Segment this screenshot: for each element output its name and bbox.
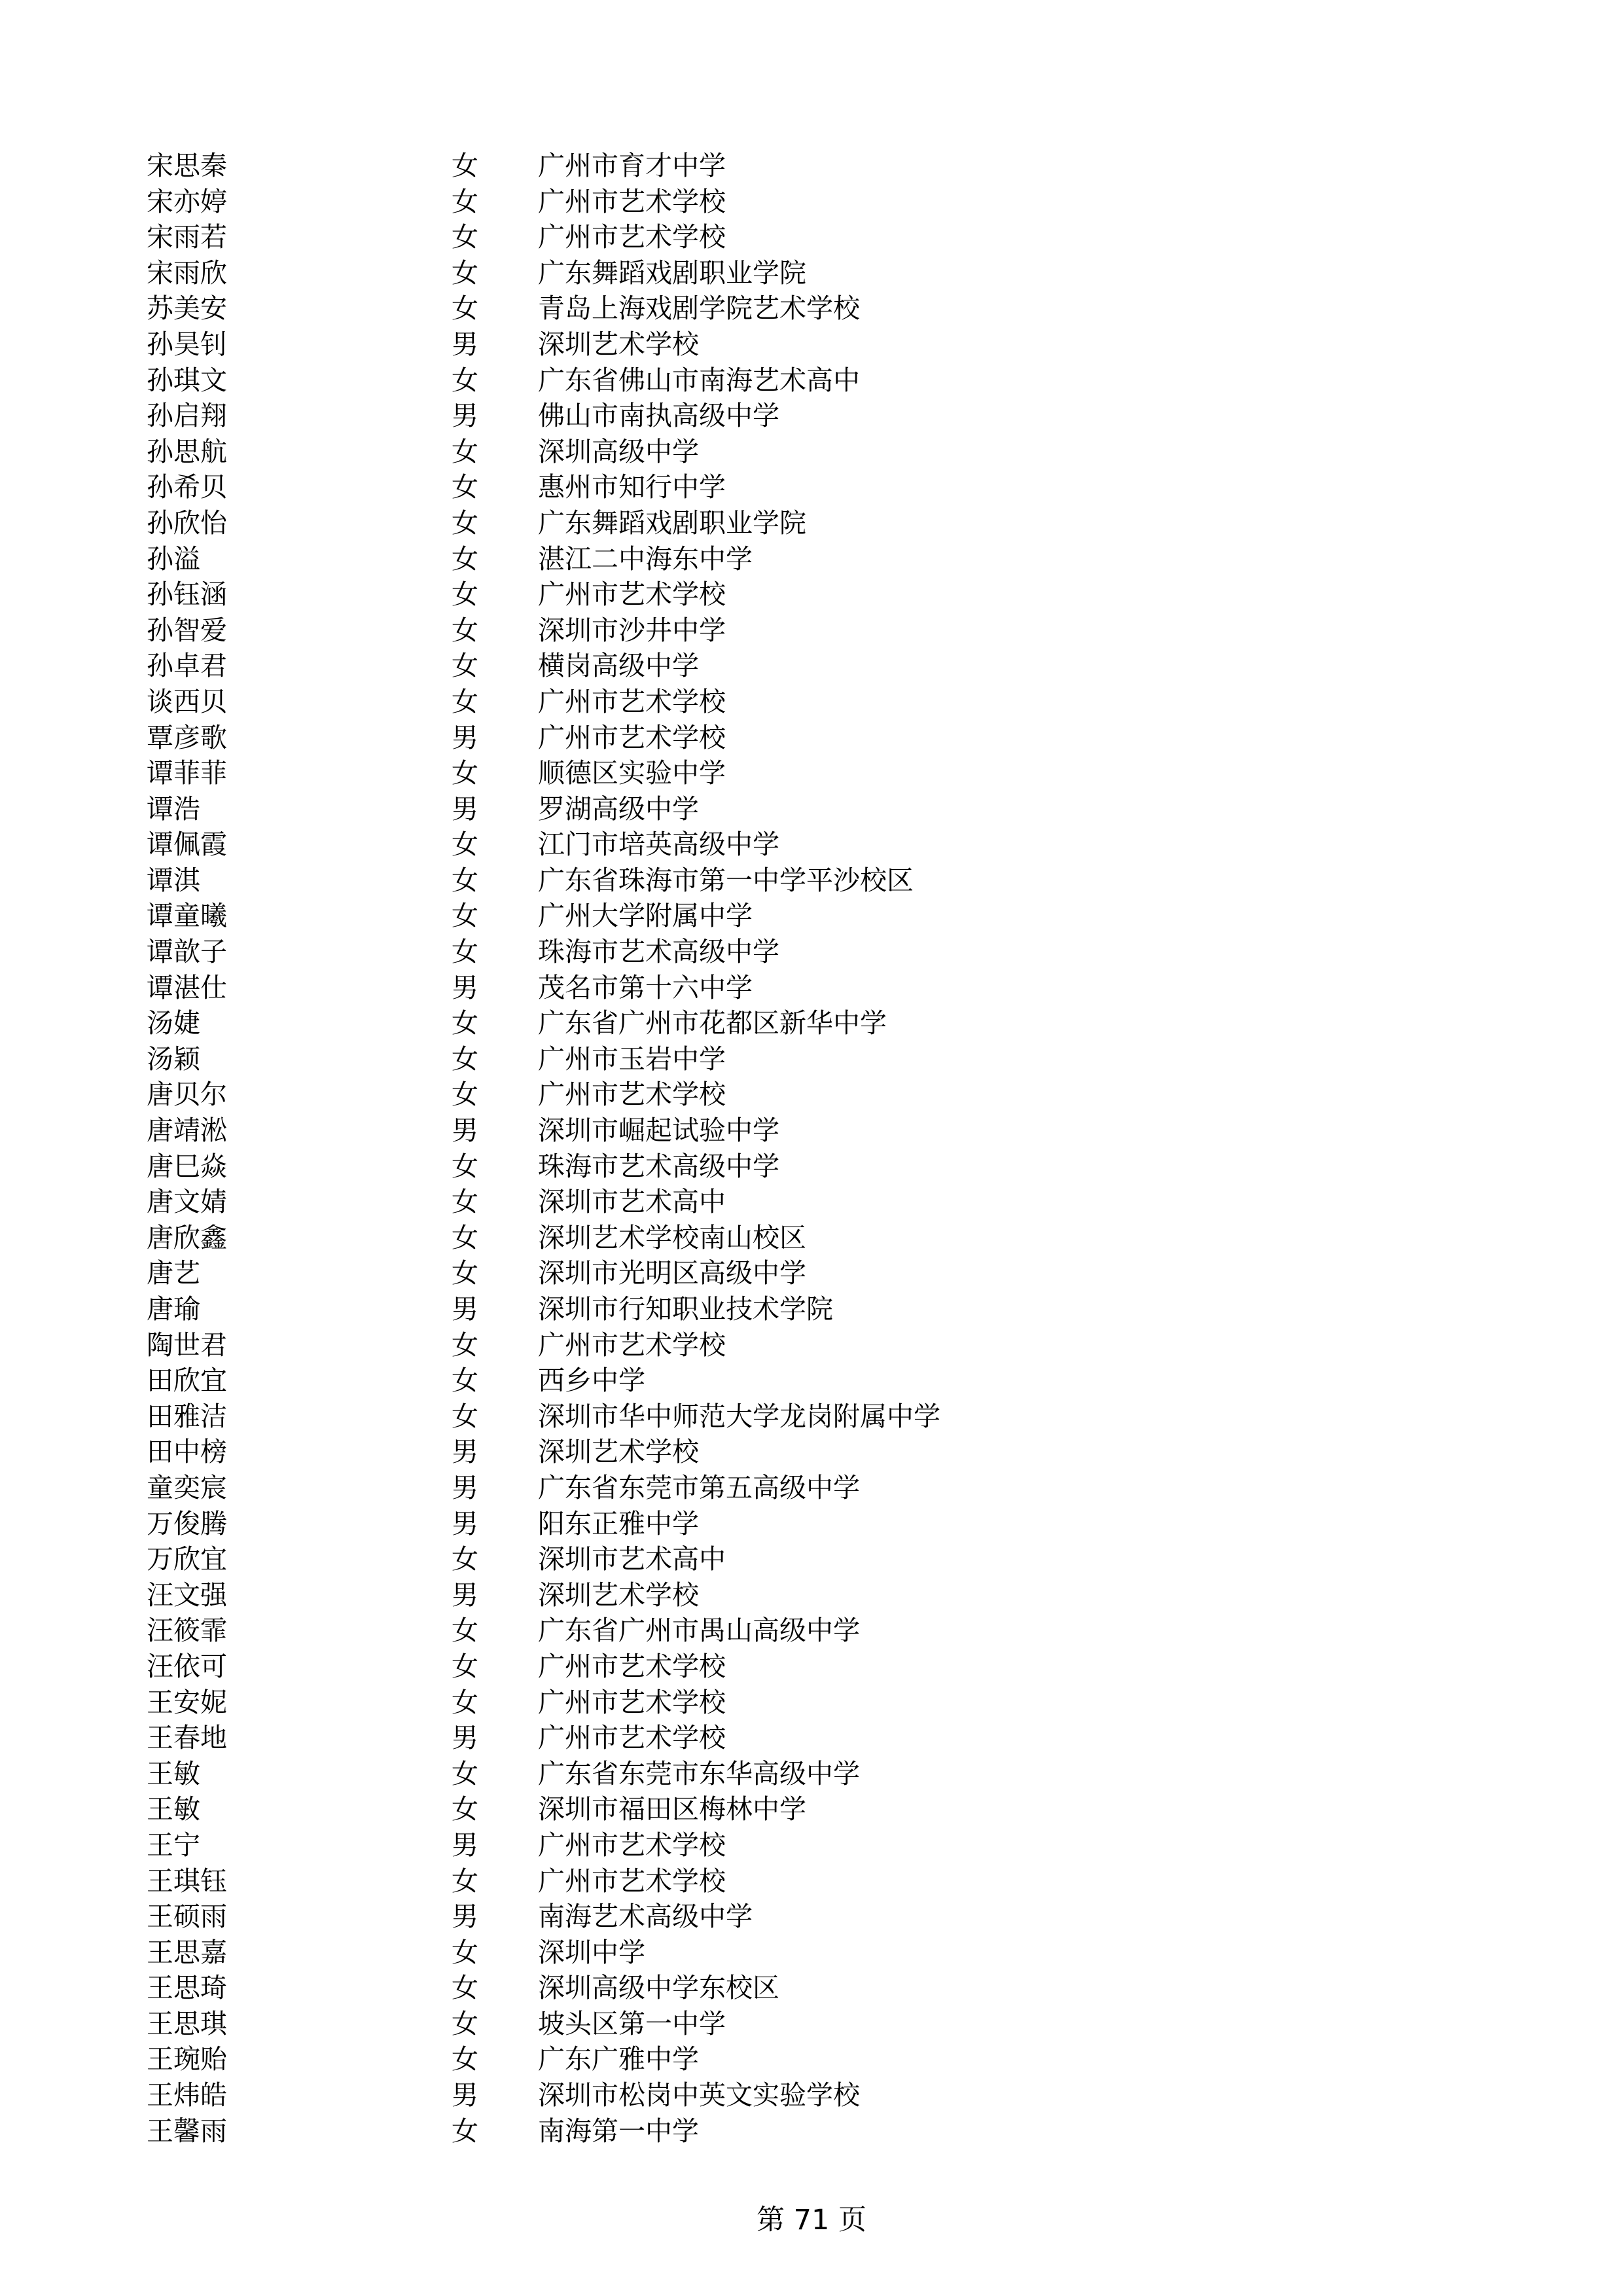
student-name: 王琪钰 <box>147 1865 227 1897</box>
student-school: 深圳市行知职业技术学院 <box>538 1293 833 1325</box>
student-gender: 女 <box>452 650 478 682</box>
student-name: 汪文强 <box>147 1579 227 1611</box>
student-name: 田中榜 <box>147 1436 227 1468</box>
student-school: 深圳市松岗中英文实验学校 <box>538 2079 860 2111</box>
table-row <box>0 1756 1623 1792</box>
student-gender: 女 <box>452 1365 478 1397</box>
table-row <box>0 398 1623 434</box>
student-name: 童奕宸 <box>147 1471 227 1503</box>
student-name: 王敏 <box>147 1757 200 1789</box>
table-row <box>0 291 1623 327</box>
student-name: 田雅洁 <box>147 1400 227 1432</box>
student-name: 王硕雨 <box>147 1901 227 1933</box>
table-row <box>0 1791 1623 1827</box>
student-gender: 男 <box>452 971 478 1003</box>
student-name: 宋亦婷 <box>147 185 227 217</box>
student-name: 王思琪 <box>147 2007 227 2039</box>
student-gender: 女 <box>452 1793 478 1825</box>
student-name: 王思琦 <box>147 1972 227 2004</box>
student-school: 深圳市光明区高级中学 <box>538 1257 806 1289</box>
student-gender: 男 <box>452 1829 478 1861</box>
student-gender: 男 <box>452 1579 478 1611</box>
student-school: 广州市玉岩中学 <box>538 1043 726 1075</box>
student-gender: 女 <box>452 757 478 789</box>
table-row <box>0 1149 1623 1185</box>
student-school: 广州市艺术学校 <box>538 1722 726 1754</box>
student-name: 田欣宜 <box>147 1365 227 1397</box>
student-name: 唐瑜 <box>147 1293 200 1325</box>
student-school: 广州市艺术学校 <box>538 579 726 611</box>
table-row <box>0 2113 1623 2149</box>
student-name: 孙钰涵 <box>147 579 227 611</box>
student-name: 万欣宜 <box>147 1543 227 1575</box>
student-school: 深圳市崛起试验中学 <box>538 1115 779 1147</box>
student-name: 王宁 <box>147 1829 200 1861</box>
student-school: 茂名市第十六中学 <box>538 971 753 1003</box>
table-row <box>0 1184 1623 1220</box>
table-row <box>0 1220 1623 1256</box>
student-school: 广东省广州市禺山高级中学 <box>538 1615 860 1647</box>
student-gender: 女 <box>452 1257 478 1289</box>
student-school: 广东省广州市花都区新华中学 <box>538 1007 887 1039</box>
table-row <box>0 1935 1623 1971</box>
student-school: 深圳市艺术高中 <box>538 1186 726 1218</box>
student-name: 谭童曦 <box>147 900 227 932</box>
student-name: 孙欣怡 <box>147 507 227 539</box>
student-school: 广州市艺术学校 <box>538 1329 726 1361</box>
student-school: 横岗高级中学 <box>538 650 699 682</box>
student-name: 孙昊钊 <box>147 328 227 360</box>
student-gender: 女 <box>452 185 478 217</box>
student-school: 深圳中学 <box>538 1936 645 1968</box>
table-row <box>0 1255 1623 1291</box>
student-gender: 男 <box>452 1293 478 1325</box>
student-gender: 男 <box>452 1507 478 1539</box>
roster-table <box>0 148 1623 2149</box>
page-number: 第 71 页 <box>756 2204 867 2236</box>
student-school: 坡头区第一中学 <box>538 2007 726 2039</box>
student-gender: 女 <box>452 364 478 396</box>
student-gender: 女 <box>452 829 478 861</box>
student-school: 广州市艺术学校 <box>538 1829 726 1861</box>
student-name: 孙琪文 <box>147 364 227 396</box>
student-gender: 女 <box>452 1043 478 1075</box>
table-row <box>0 434 1623 470</box>
student-school: 广东省佛山市南海艺术高中 <box>538 364 860 396</box>
student-name: 唐贝尔 <box>147 1079 227 1111</box>
student-name: 唐巳焱 <box>147 1150 227 1182</box>
student-name: 宋思秦 <box>147 150 227 181</box>
student-school: 广东省珠海市第一中学平沙校区 <box>538 864 914 896</box>
student-name: 汤颖 <box>147 1043 200 1075</box>
student-gender: 女 <box>452 2007 478 2039</box>
student-name: 唐艺 <box>147 1257 200 1289</box>
student-name: 唐欣鑫 <box>147 1221 227 1253</box>
student-gender: 女 <box>452 685 478 717</box>
table-row <box>0 1577 1623 1613</box>
student-name: 孙启翔 <box>147 400 227 432</box>
table-row <box>0 2077 1623 2113</box>
student-gender: 女 <box>452 1079 478 1111</box>
student-name: 王安妮 <box>147 1686 227 1718</box>
student-gender: 女 <box>452 1186 478 1218</box>
table-row <box>0 613 1623 649</box>
student-school: 珠海市艺术高级中学 <box>538 1150 779 1182</box>
student-name: 王炜皓 <box>147 2079 227 2111</box>
table-row <box>0 791 1623 827</box>
student-school: 惠州市知行中学 <box>538 471 726 503</box>
student-school: 西乡中学 <box>538 1365 645 1397</box>
student-school: 深圳市沙井中学 <box>538 614 726 646</box>
table-row <box>0 1720 1623 1756</box>
table-row <box>0 577 1623 613</box>
student-gender: 女 <box>452 471 478 503</box>
student-gender: 女 <box>452 1686 478 1718</box>
student-name: 陶世君 <box>147 1329 227 1361</box>
student-school: 南海艺术高级中学 <box>538 1901 753 1933</box>
student-gender: 男 <box>452 793 478 825</box>
student-school: 青岛上海戏剧学院艺术学校 <box>538 293 860 325</box>
student-gender: 女 <box>452 1150 478 1182</box>
student-school: 广东省东莞市东华高级中学 <box>538 1757 860 1789</box>
student-gender: 男 <box>452 1436 478 1468</box>
student-name: 谭歆子 <box>147 936 227 968</box>
student-school: 深圳高级中学东校区 <box>538 1972 779 2004</box>
table-row <box>0 1899 1623 1935</box>
student-gender: 女 <box>452 293 478 325</box>
student-school: 广州市艺术学校 <box>538 185 726 217</box>
table-row <box>0 1077 1623 1113</box>
table-row <box>0 1541 1623 1577</box>
student-gender: 女 <box>452 1007 478 1039</box>
student-school: 深圳艺术学校南山校区 <box>538 1221 806 1253</box>
student-school: 珠海市艺术高级中学 <box>538 936 779 968</box>
table-row <box>0 1005 1623 1041</box>
student-gender: 女 <box>452 1615 478 1647</box>
student-school: 湛江二中海东中学 <box>538 543 753 575</box>
student-name: 唐靖淞 <box>147 1115 227 1147</box>
student-name: 王琬贻 <box>147 2043 227 2075</box>
student-gender: 女 <box>452 1400 478 1432</box>
table-row <box>0 827 1623 863</box>
student-name: 孙溢 <box>147 543 200 575</box>
student-school: 广东舞蹈戏剧职业学院 <box>538 507 806 539</box>
student-name: 宋雨若 <box>147 221 227 253</box>
table-row <box>0 541 1623 577</box>
student-gender: 女 <box>452 1757 478 1789</box>
table-row <box>0 1291 1623 1327</box>
student-gender: 女 <box>452 1865 478 1897</box>
student-school: 广州市艺术学校 <box>538 1079 726 1111</box>
table-row <box>0 898 1623 934</box>
student-school: 广东舞蹈戏剧职业学院 <box>538 257 806 289</box>
student-school: 广州市艺术学校 <box>538 221 726 253</box>
table-row <box>0 1970 1623 2006</box>
student-gender: 男 <box>452 328 478 360</box>
student-gender: 女 <box>452 936 478 968</box>
student-gender: 女 <box>452 1329 478 1361</box>
student-gender: 女 <box>452 257 478 289</box>
table-row <box>0 219 1623 255</box>
table-row <box>0 255 1623 291</box>
student-name: 唐文婧 <box>147 1186 227 1218</box>
student-school: 深圳艺术学校 <box>538 1579 699 1611</box>
student-name: 王馨雨 <box>147 2115 227 2147</box>
student-school: 深圳市华中师范大学龙岗附属中学 <box>538 1400 940 1432</box>
student-name: 汪依可 <box>147 1650 227 1682</box>
student-gender: 女 <box>452 900 478 932</box>
student-school: 阳东正雅中学 <box>538 1507 699 1539</box>
table-row <box>0 720 1623 756</box>
table-row <box>0 1506 1623 1542</box>
student-school: 深圳市福田区梅林中学 <box>538 1793 806 1825</box>
student-name: 谭浩 <box>147 793 200 825</box>
student-school: 罗湖高级中学 <box>538 793 699 825</box>
student-gender: 女 <box>452 1543 478 1575</box>
table-row <box>0 1649 1623 1685</box>
table-row <box>0 469 1623 505</box>
student-name: 王春地 <box>147 1722 227 1754</box>
student-gender: 女 <box>452 1221 478 1253</box>
student-school: 广州市艺术学校 <box>538 1686 726 1718</box>
student-gender: 女 <box>452 221 478 253</box>
table-row <box>0 1113 1623 1149</box>
student-school: 深圳高级中学 <box>538 435 699 467</box>
student-name: 覃彦歌 <box>147 721 227 753</box>
table-row <box>0 934 1623 970</box>
student-school: 广州市艺术学校 <box>538 1650 726 1682</box>
student-name: 孙思航 <box>147 435 227 467</box>
table-row <box>0 2041 1623 2077</box>
student-name: 王敏 <box>147 1793 200 1825</box>
student-gender: 女 <box>452 507 478 539</box>
student-name: 谈西贝 <box>147 685 227 717</box>
student-name: 宋雨欣 <box>147 257 227 289</box>
student-name: 汤婕 <box>147 1007 200 1039</box>
student-gender: 女 <box>452 1936 478 1968</box>
table-row <box>0 1327 1623 1363</box>
student-name: 孙智爱 <box>147 614 227 646</box>
student-school: 广州市艺术学校 <box>538 685 726 717</box>
student-gender: 男 <box>452 400 478 432</box>
table-row <box>0 755 1623 791</box>
student-school: 深圳艺术学校 <box>538 328 699 360</box>
student-name: 苏美安 <box>147 293 227 325</box>
student-name: 王思嘉 <box>147 1936 227 1968</box>
table-row <box>0 1363 1623 1399</box>
student-gender: 男 <box>452 2079 478 2111</box>
student-name: 谭佩霞 <box>147 829 227 861</box>
student-school: 广州市艺术学校 <box>538 1865 726 1897</box>
student-school: 顺德区实验中学 <box>538 757 726 789</box>
table-row <box>0 970 1623 1006</box>
table-row <box>0 148 1623 184</box>
table-row <box>0 1827 1623 1863</box>
table-row <box>0 1399 1623 1435</box>
student-gender: 女 <box>452 1650 478 1682</box>
student-name: 谭菲菲 <box>147 757 227 789</box>
student-name: 孙希贝 <box>147 471 227 503</box>
student-gender: 男 <box>452 721 478 753</box>
student-school: 佛山市南执高级中学 <box>538 400 779 432</box>
student-school: 广东广雅中学 <box>538 2043 699 2075</box>
student-school: 广州大学附属中学 <box>538 900 753 932</box>
student-gender: 女 <box>452 1972 478 2004</box>
student-name: 汪筱霏 <box>147 1615 227 1647</box>
student-gender: 女 <box>452 864 478 896</box>
student-gender: 女 <box>452 2115 478 2147</box>
student-gender: 男 <box>452 1115 478 1147</box>
student-name: 谭湛仕 <box>147 971 227 1003</box>
student-gender: 男 <box>452 1901 478 1933</box>
student-gender: 女 <box>452 579 478 611</box>
table-row <box>0 648 1623 684</box>
table-row <box>0 2006 1623 2042</box>
table-row <box>0 1470 1623 1506</box>
table-row <box>0 1863 1623 1899</box>
table-row <box>0 505 1623 541</box>
student-name: 谭淇 <box>147 864 200 896</box>
student-school: 深圳市艺术高中 <box>538 1543 726 1575</box>
table-row <box>0 327 1623 363</box>
student-gender: 男 <box>452 1722 478 1754</box>
table-row <box>0 684 1623 720</box>
table-row <box>0 363 1623 399</box>
student-school: 广东省东莞市第五高级中学 <box>538 1471 860 1503</box>
student-gender: 女 <box>452 614 478 646</box>
student-gender: 女 <box>452 543 478 575</box>
student-gender: 女 <box>452 150 478 181</box>
student-school: 广州市育才中学 <box>538 150 726 181</box>
student-school: 南海第一中学 <box>538 2115 699 2147</box>
student-gender: 男 <box>452 1471 478 1503</box>
table-row <box>0 1685 1623 1721</box>
student-name: 孙卓君 <box>147 650 227 682</box>
table-row <box>0 863 1623 899</box>
student-school: 广州市艺术学校 <box>538 721 726 753</box>
table-row <box>0 1041 1623 1077</box>
table-row <box>0 1613 1623 1649</box>
student-name: 万俊腾 <box>147 1507 227 1539</box>
student-gender: 女 <box>452 435 478 467</box>
student-school: 深圳艺术学校 <box>538 1436 699 1468</box>
table-row <box>0 1434 1623 1470</box>
student-school: 江门市培英高级中学 <box>538 829 779 861</box>
student-gender: 女 <box>452 2043 478 2075</box>
table-row <box>0 184 1623 220</box>
